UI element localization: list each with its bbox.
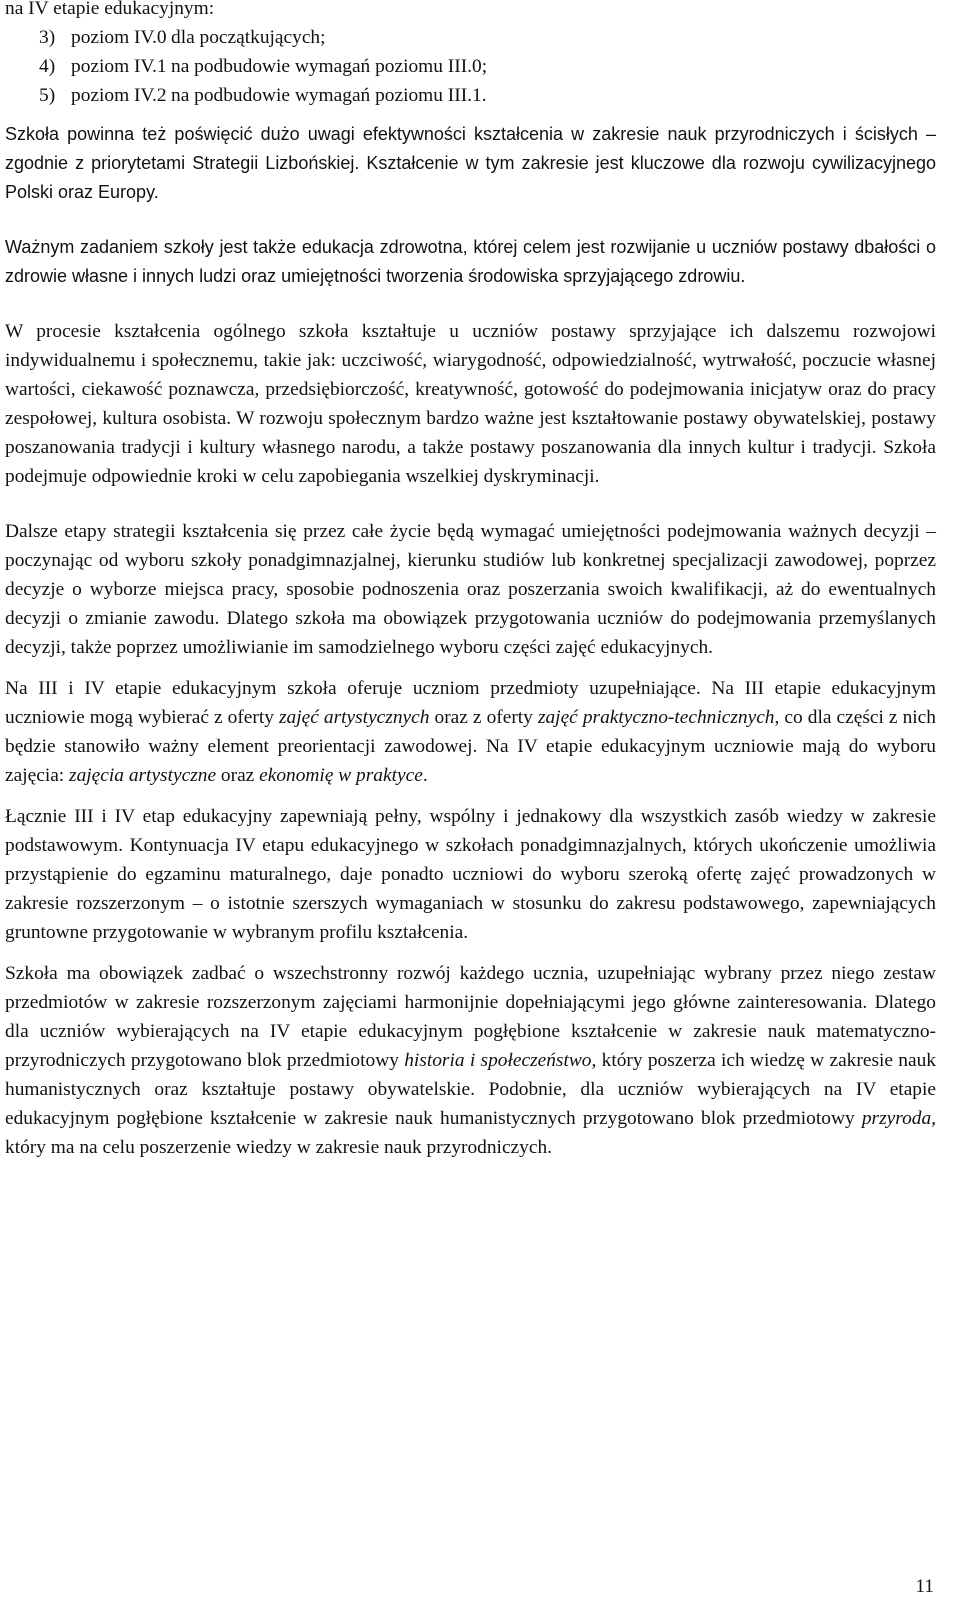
paragraph-supplementary-subjects	[5, 674, 936, 790]
paragraph-science-education	[5, 120, 936, 207]
level-code: poziom IV.1	[71, 56, 167, 77]
paragraph-part: Kształcenie w tym zakresie jest kluczowe dla rozwoju cywilizacyjnego Polski oraz Europy.	[5, 153, 936, 202]
emphasis: przyroda,	[861, 1108, 936, 1129]
emphasis: zajęć artystycznych	[279, 707, 430, 728]
emphasis: historia i społeczeństwo,	[404, 1050, 597, 1071]
intro-line: na IV etapie edukacyjnym:	[5, 0, 215, 19]
paragraph-common-knowledge: Łącznie III i IV etap edukacyjny zapewniają pełny, wspólny i jednakowy dla wszystkich zasób wiedzy w zakresie podstawowym. Kontynuacja IV etapu edukacyjnego w szkołach ponadgimnazjalnych, których ukończenie umożliwia przystąpienie do egzaminu maturalnego, daje ponadto uczniowi do wyboru szeroką ofertę zajęć prowadzonych w zakresie rozszerzonym – o istotnie szerszych wymaganiach w stosunku do zakresu podstawowego, zapewniających gruntowne przygotowanie w wybranym profilu kształcenia.	[5, 806, 936, 943]
level-description: dla początkujących;	[171, 27, 326, 48]
emphasis: zajęcia artystyczne	[69, 765, 217, 786]
list-number: 5)	[39, 85, 56, 106]
level-description: na podbudowie wymagań poziomu III.0;	[171, 56, 488, 77]
list-number: 4)	[39, 56, 56, 77]
level-list	[5, 23, 936, 110]
list-number: 3)	[39, 27, 56, 48]
paragraph-part: .	[422, 765, 428, 786]
paragraph-part: , co dla części z nich będzie stanowiło ważny element preorientacji zawodowej. Na IV etapie edukacyjnym uczniowie mają do wyboru zajęcia:	[5, 707, 936, 786]
paragraph-part: Szkoła powinna też poświęcić dużo uwagi efektywności kształcenia w zakresie nauk przyrodniczych i ścisłych – zgodnie z priorytetami Strategii Lizbońskiej.	[5, 124, 936, 173]
emphasis: zajęć praktyczno-technicznych	[537, 707, 775, 728]
level-description: na podbudowie wymagań poziomu III.1.	[171, 85, 487, 106]
paragraph-part: Szkoła ma obowiązek zadbać o wszechstronny rozwój każdego ucznia, uzupełniając wybrany przez niego zestaw przedmiotów w zakresie rozszerzonym zajęciami harmonijnie dopełniającymi jego główne zainteresowania. Dlatego dla uczniów wybierających na IV etapie edukacyjnym pogłębione kształcenie w zakresie nauk matematyczno-przyrodniczych przygotowano blok przedmiotowy	[5, 963, 936, 1071]
list-item	[39, 52, 936, 81]
page-number: 11	[915, 1576, 934, 1597]
paragraph-decisions: Dalsze etapy strategii kształcenia się przez całe życie będą wymagać umiejętności podejmowania ważnych decyzji – poczynając od wyboru szkoły ponadgimnazjalnej, kierunku studiów lub konkretnej specjalizacji zawodowej, poprzez decyzje o wyborze miejsca pracy, sposobie podnoszenia oraz poszerzania swoich kwalifikacji, aż do ewentualnych decyzji o zmianie zawodu. Dlatego szkoła ma obowiązek przygotowania uczniów do podejmowania przemyślanych decyzji, także poprzez umożliwianie im samodzielnego wyboru części zajęć edukacyjnych.	[5, 521, 936, 658]
emphasis: ekonomię w praktyce	[259, 765, 423, 786]
level-code: poziom IV.0	[71, 27, 167, 48]
paragraph-part: Na III i IV etapie edukacyjnym szkoła oferuje uczniom przedmioty uzupełniające. Na III etapie edukacyjnym uczniowie mogą wybierać z oferty	[5, 678, 936, 728]
paragraph-part: oraz z oferty	[429, 707, 538, 728]
paragraph-part: który poszerza ich wiedzę w zakresie nauk humanistycznych oraz kształtuje postawy obywatelskie. Podobnie, dla uczniów wybierających na IV etapie edukacyjnym pogłębione kształcenie w zakresie nauk humanistycznych przygotowano blok przedmiotowy	[5, 1050, 936, 1129]
paragraph-part: oraz	[216, 765, 260, 786]
level-code: poziom IV.2	[71, 85, 167, 106]
paragraph-part: który ma na celu poszerzenie wiedzy w zakresie nauk przyrodniczych.	[5, 1137, 552, 1158]
list-item	[39, 81, 936, 110]
paragraph-attitudes: W procesie kształcenia ogólnego szkoła kształtuje u uczniów postawy sprzyjające ich dalszemu rozwojowi indywidualnemu i społecznemu, takie jak: uczciwość, wiarygodność, odpowiedzialność, wytrwałość, poczucie własnej wartości, ciekawość poznawcza, przedsiębiorczość, kreatywność, gotowość do podejmowania inicjatyw oraz do pracy zespołowej, kultura osobista. W rozwoju społecznym bardzo ważne jest kształtowanie postawy obywatelskiej, postawy poszanowania tradycji i kultury własnego narodu, a także postawy poszanowania dla innych kultur i tradycji. Szkoła podejmuje odpowiednie kroki w celu zapobiegania wszelkiej dyskryminacji.	[5, 321, 936, 487]
paragraph-comprehensive-development	[5, 959, 936, 1162]
list-item	[39, 23, 936, 52]
paragraph-health-education: Ważnym zadaniem szkoły jest także edukacja zdrowotna, której celem jest rozwijanie u uczniów postawy dbałości o zdrowie własne i innych ludzi oraz umiejętności tworzenia środowiska sprzyjającego zdrowiu.	[5, 237, 936, 286]
